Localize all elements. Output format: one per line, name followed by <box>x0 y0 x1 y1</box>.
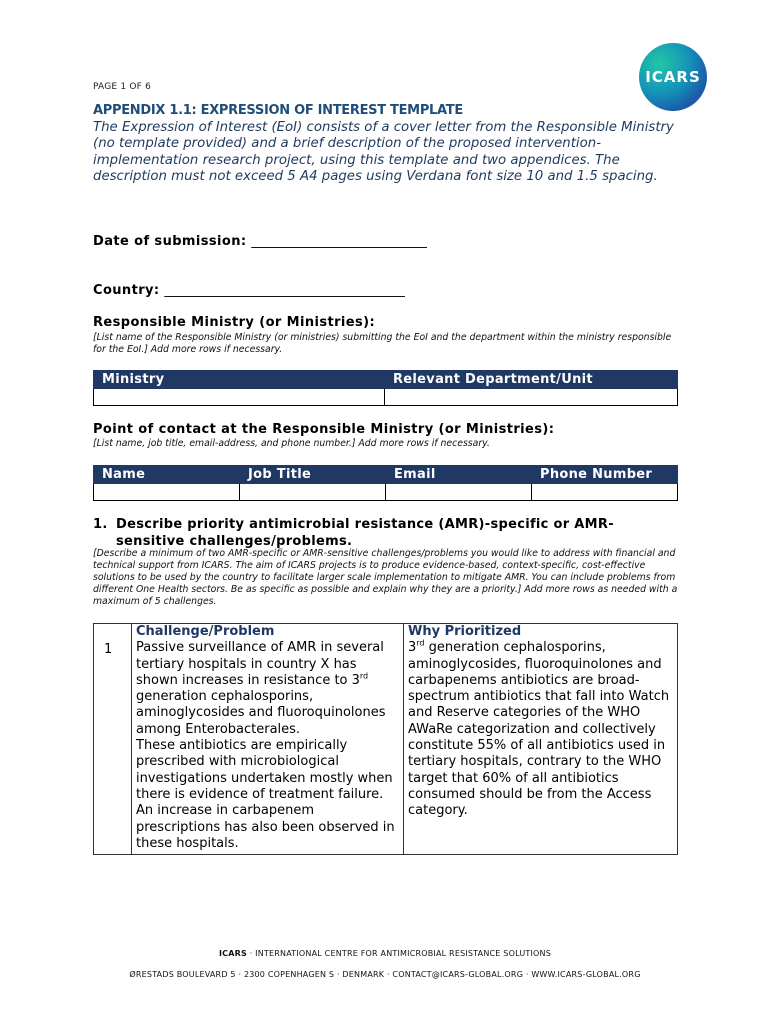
ministry-table <box>93 370 678 406</box>
challenges-heading <box>93 516 614 550</box>
footer-org-bold: ICARS <box>218 949 247 958</box>
challenge-text-a: Passive surveillance of AMR in several tertiary hospitals in country X has shown increases in resistance to 3 <box>136 640 384 688</box>
page-title: APPENDIX 1.1: EXPRESSION OF INTEREST TEMPLATE <box>93 103 463 118</box>
job-title-cell[interactable] <box>240 484 386 501</box>
contact-note: [List name, job title, email-address, and phone number.] Add more rows if necessary. <box>93 438 490 449</box>
department-column-header: Relevant Department/Unit <box>385 371 678 389</box>
date-blank-line[interactable]: ___________________________ <box>251 234 427 249</box>
why-text-a: 3 <box>408 640 417 656</box>
country-blank-line[interactable]: _____________________________________ <box>164 283 405 298</box>
challenges-heading-line1: Describe priority antimicrobial resistance (AMR)-specific or AMR- <box>116 517 614 532</box>
challenge-column-header: Challenge/Problem <box>132 624 404 641</box>
why-text-b: generation cephalosporins, aminoglycosides, fluoroquinolones and carbapenems antibiotics are broad-spectrum antibiotics that fall into Watch and Reserve categories of the WHO AWaRe categorization and collectively constitute 55% of all antibiotics used in tertiary hospitals, contrary to the WHO target that 60% of all antibiotics consumed should be from the Access category. <box>408 640 670 819</box>
logo-text: ICARS <box>645 68 701 86</box>
why-column-header: Why Prioritized <box>404 624 678 641</box>
intro-paragraph: The Expression of Interest (EoI) consists of a cover letter from the Responsible Ministry (no template provided) and a brief description of the proposed intervention-implementation research project, using this template and two appendices. The description must not exceed 5 A4 pages using Verdana font size 10 and 1.5 spacing. <box>93 120 674 184</box>
date-label: Date of submission: <box>93 234 247 249</box>
challenge-sup: rd <box>359 671 369 681</box>
ministry-note: [List name of the Responsible Ministry (or ministries) submitting the EoI and the department within the ministry responsible for the EoI.] Add more rows if necessary. <box>93 332 672 355</box>
challenges-table <box>93 623 678 855</box>
name-cell[interactable] <box>94 484 240 501</box>
challenge-index: 1 <box>94 624 132 855</box>
challenge-text-d: An increase in carbapenem prescriptions has also been observed in these hospitals. <box>136 803 395 851</box>
email-cell[interactable] <box>386 484 532 501</box>
department-cell[interactable] <box>385 389 678 406</box>
date-of-submission-field <box>93 234 427 249</box>
icars-logo <box>639 43 707 111</box>
challenge-text-c: These antibiotics are empirically prescribed with microbiological investigations undertaken mostly when there is evidence of treatment failure. <box>136 738 393 802</box>
page-number: PAGE 1 OF 6 <box>93 82 152 92</box>
phone-cell[interactable] <box>532 484 678 501</box>
country-label: Country: <box>93 283 160 298</box>
ministry-column-header: Ministry <box>94 371 385 389</box>
challenge-text-b: generation cephalosporins, aminoglycosides and fluoroquinolones among Enterobacterales. <box>136 689 386 737</box>
contact-heading: Point of contact at the Responsible Ministry (or Ministries): <box>93 422 555 437</box>
challenges-heading-line2: sensitive challenges/problems. <box>116 534 353 549</box>
name-column-header: Name <box>94 466 240 484</box>
contact-table <box>93 465 678 501</box>
country-field <box>93 283 405 298</box>
challenge-cell[interactable] <box>132 640 404 854</box>
footer-org-rest: · INTERNATIONAL CENTRE FOR ANTIMICROBIAL RESISTANCE SOLUTIONS <box>246 949 551 958</box>
email-column-header: Email <box>386 466 532 484</box>
footer-address: ØRESTADS BOULEVARD 5 · 2300 COPENHAGEN S · DENMARK · CONTACT@ICARS-GLOBAL.ORG · WWW.ICARS-GLOBAL.ORG <box>129 970 641 979</box>
job-title-column-header: Job Title <box>240 466 386 484</box>
footer-organization <box>0 949 770 958</box>
why-prioritized-cell[interactable] <box>404 640 678 854</box>
ministry-heading: Responsible Ministry (or Ministries): <box>93 315 376 330</box>
challenges-note: [Describe a minimum of two AMR-specific or AMR-sensitive challenges/problems you would like to address with financial and technical support from ICARS. The aim of ICARS projects is to produce evidence-based, context-specific, cost-effective solutions to be used by the country to facilitate larger scale implementation to mitigate AMR. You can include problems from different One Health sectors. Be as specific as possible and explain why they are a priority.] Add more rows as needed with a maximum of 5 challenges. <box>93 548 678 607</box>
ministry-cell[interactable] <box>94 389 385 406</box>
section-number: 1. <box>93 517 108 532</box>
phone-column-header: Phone Number <box>532 466 678 484</box>
why-sup: rd <box>416 638 425 648</box>
